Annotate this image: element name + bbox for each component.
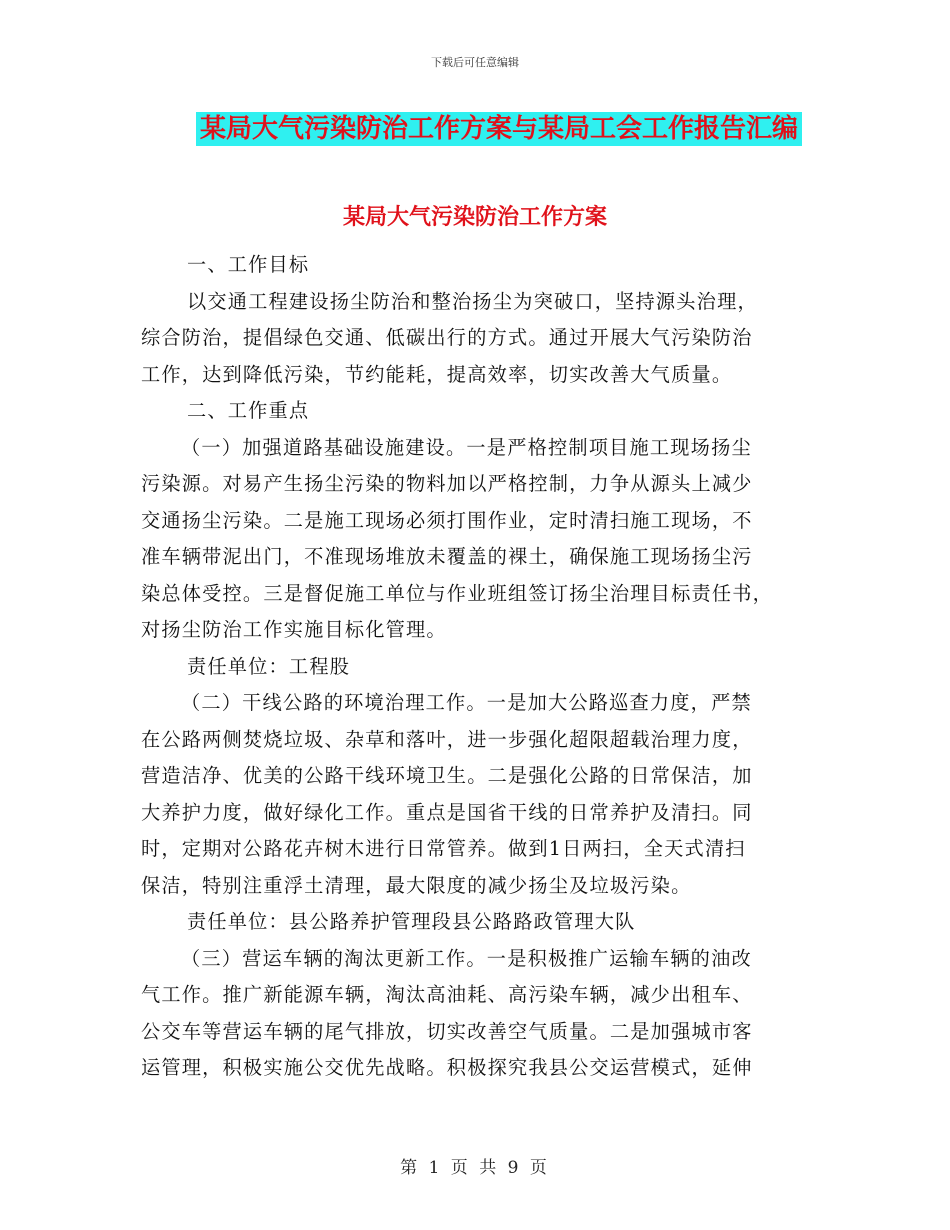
paragraph-line: 以交通工程建设扬尘防治和整治扬尘为突破口，坚持源头治理， bbox=[187, 289, 758, 313]
document-title: 某局大气污染防治工作方案与某局工会工作报告汇编 bbox=[199, 114, 798, 144]
page-header-note: 下载后可任意编辑 bbox=[431, 56, 519, 69]
paragraph-line: 时，定期对公路花卉树木进行日常管养。做到1日两扫，全天式清扫 bbox=[141, 837, 746, 860]
responsible-unit: 责任单位：县公路养护管理段县公路路政管理大队 bbox=[187, 910, 636, 933]
paragraph-line: 气工作。推广新能源车辆，淘汰高油耗、高污染车辆，减少出租车、 bbox=[141, 983, 753, 1006]
heading-goal: 一、工作目标 bbox=[187, 253, 310, 276]
document-body bbox=[141, 247, 809, 1087]
paragraph-line: （二）干线公路的环境治理工作。一是加大公路巡查力度，严禁 bbox=[181, 691, 752, 714]
paragraph-line: 综合防治，提倡绿色交通、低碳出行的方式。通过开展大气污染防治 bbox=[141, 326, 753, 349]
paragraph-line: 在公路两侧焚烧垃圾、杂草和落叶，进一步强化超限超载治理力度， bbox=[141, 727, 753, 751]
page-number: 第 1 页 共 9 页 bbox=[400, 1158, 550, 1178]
paragraph-line: 交通扬尘污染。二是施工现场必须打围作业，定时清扫施工现场，不 bbox=[141, 508, 753, 532]
paragraph-line: 公交车等营运车辆的尾气排放，切实改善空气质量。二是加强城市客 bbox=[141, 1019, 753, 1043]
paragraph-line: 工作，达到降低污染，节约能耗，提高效率，切实改善大气质量。 bbox=[141, 362, 733, 386]
paragraph-line: 染总体受控。三是督促施工单位与作业班组签订扬尘治理目标责任书， bbox=[141, 581, 774, 605]
responsible-unit: 责任单位：工程股 bbox=[187, 654, 351, 678]
heading-focus: 二、工作重点 bbox=[187, 399, 310, 422]
paragraph-line: 准车辆带泥出门，不准现场堆放未覆盖的裸土，确保施工现场扬尘污 bbox=[141, 545, 753, 568]
paragraph-line: （一）加强道路基础设施建设。一是严格控制项目施工现场扬尘 bbox=[181, 435, 752, 459]
paragraph-line: 污染源。对易产生扬尘污染的物料加以严格控制，力争从源头上减少 bbox=[141, 472, 753, 495]
paragraph-line: 大养护力度，做好绿化工作。重点是国省干线的日常养护及清扫。同 bbox=[141, 800, 753, 824]
paragraph-line: （三）营运车辆的淘汰更新工作。一是积极推广运输车辆的油改 bbox=[181, 946, 752, 970]
paragraph-line: 保洁，特别注重浮土清理，最大限度的减少扬尘及垃圾污染。 bbox=[141, 873, 692, 897]
paragraph-line: 对扬尘防治工作实施目标化管理。 bbox=[141, 618, 447, 641]
paragraph-line: 营造洁净、优美的公路干线环境卫生。二是强化公路的日常保洁，加 bbox=[141, 764, 753, 787]
paragraph-line: 运管理，积极实施公交优先战略。积极探究我县公交运营模式，延伸 bbox=[141, 1056, 753, 1079]
section-title: 某局大气污染防治工作方案 bbox=[342, 204, 607, 230]
